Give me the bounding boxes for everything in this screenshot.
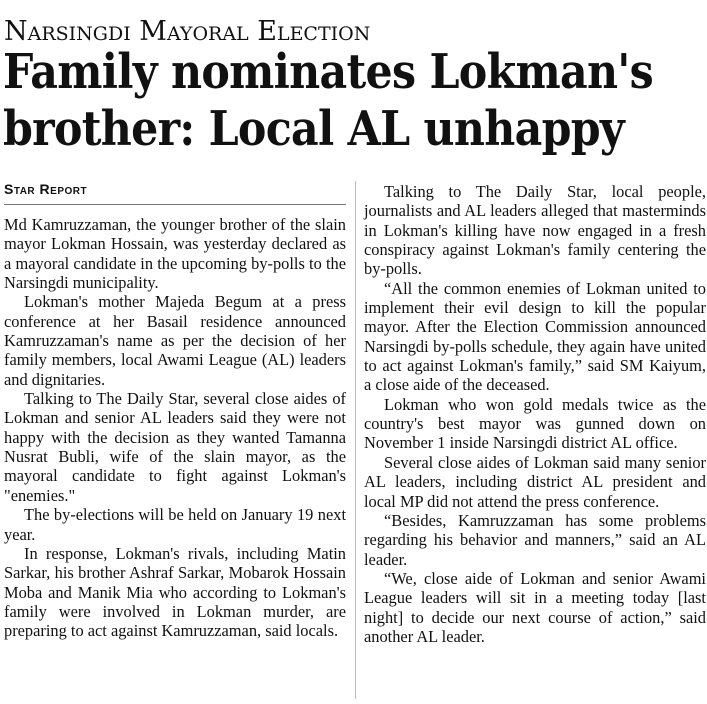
paragraph: In response, Lokman's rivals, including Matin Sarkar, his brother Ashraf Sarkar, Mobarok Hossain Moba and Manik Mia who according to Lokman's family were involved in Lokman murder, are preparing to act against Kamruzzaman, said locals. (4, 543, 346, 641)
paragraph: Talking to The Daily Star, several close aides of Lokman and senior AL leaders said they were not happy with the decision as they wanted Tamanna Nusrat Bubli, wife of the slain mayor, as the mayoral candidate to fight against Lokman's "enemies." (4, 389, 346, 505)
paragraph: Lokman's mother Majeda Begum at a press conference at her Basail residence announced Kamruzzaman's name as per the decision of her family members, local Awami League (AL) leaders and dignitaries. (4, 292, 346, 389)
paragraph: Several close aides of Lokman said many senior AL leaders, including district AL president and local MP did not attend the press conference. (364, 452, 706, 511)
headline-line-2: brother: Local AL unhappy (3, 101, 625, 157)
paragraph: “All the common enemies of Lokman united to implement their evil design to kill the popular mayor. After the Election Commission announced Narsingdi by-polls schedule, they again have united to act against Lokman's family,” said SM Kaiyum, a close aide of the deceased. (364, 278, 706, 395)
headline-line-1: Family nominates Lokman's (3, 44, 654, 100)
left-column (4, 180, 346, 641)
byline: Star Report (4, 180, 346, 205)
column-divider (355, 181, 356, 699)
paragraph: Md Kamruzzaman, the younger brother of the slain mayor Lokman Hossain, was yesterday declared as a mayoral candidate in the upcoming by-polls to the Narsingdi municipality. (4, 215, 346, 293)
paragraph: The by-elections will be held on January 19 next year. (4, 505, 346, 544)
paragraph: “We, close aide of Lokman and senior Awami League leaders will sit in a meeting today [last night] to decide our next course of action,” said another AL leader. (364, 568, 706, 646)
right-column (364, 182, 706, 646)
article-kicker: Narsingdi Mayoral Election (4, 16, 371, 47)
paragraph: “Besides, Kamruzzaman has some problems regarding his behavior and manners,” said an AL leader. (364, 510, 706, 569)
paragraph: Lokman who won gold medals twice as the country's best mayor was gunned down on November 1 inside Narsingdi district AL office. (364, 394, 706, 453)
paragraph: Talking to The Daily Star, local people, journalists and AL leaders alleged that masterminds in Lokman's killing have now engaged in a fresh conspiracy against Lokman's family centering the by-polls. (364, 182, 706, 279)
